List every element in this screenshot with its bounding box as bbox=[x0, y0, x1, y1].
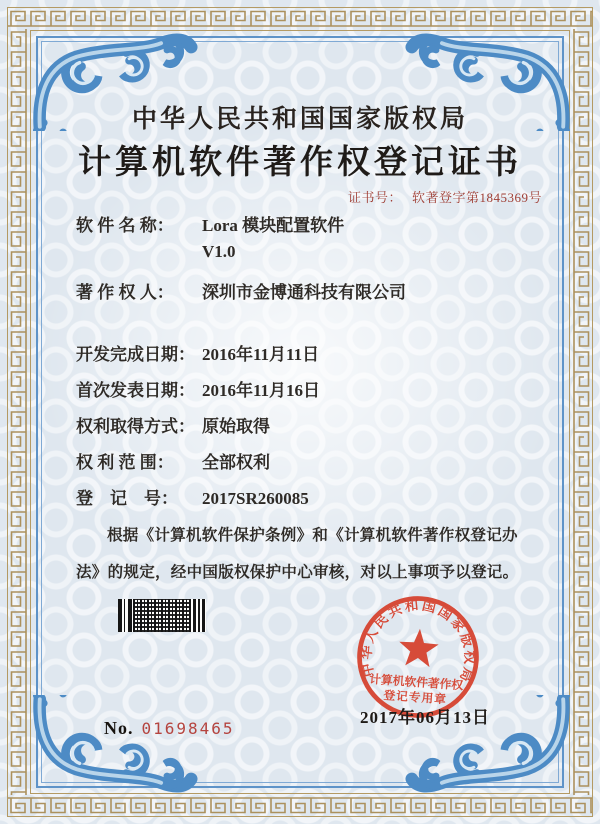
field-label: 权利取得方式： bbox=[76, 417, 195, 436]
field-value: 2017SR260085 bbox=[202, 489, 309, 508]
field-value: 全部权利 bbox=[202, 453, 270, 472]
seal-ring-text: 中华人民共和国国家版权局 bbox=[358, 597, 478, 686]
fields-block bbox=[76, 213, 538, 522]
field-label: 软 件 名 称： bbox=[76, 216, 174, 235]
software-name-line1: Lora 模块配置软件 bbox=[202, 216, 345, 235]
field-label: 登 记 号： bbox=[76, 489, 178, 508]
field-dev-complete-date bbox=[76, 342, 538, 368]
barcode-right-bars bbox=[189, 599, 206, 632]
field-value bbox=[202, 213, 538, 265]
field-first-publish-date bbox=[76, 378, 538, 404]
field-rights-scope bbox=[76, 450, 538, 476]
field-label: 首次发表日期： bbox=[76, 381, 195, 400]
field-software-name bbox=[76, 213, 538, 265]
field-value: 原始取得 bbox=[202, 417, 270, 436]
registration-statement: 根据《计算机软件保护条例》和《计算机软件著作权登记办法》的规定，经中国版权保护中心审核，对以上事项予以登记。 bbox=[76, 527, 519, 581]
field-rights-acquisition bbox=[76, 414, 538, 440]
field-copyright-owner bbox=[76, 280, 538, 306]
barcode bbox=[118, 599, 206, 632]
field-value: 2016年11月16日 bbox=[202, 381, 321, 400]
field-label: 著 作 权 人： bbox=[76, 283, 174, 302]
serial-number: 01698465 bbox=[141, 719, 235, 738]
certificate-title: 计算机软件著作权登记证书 bbox=[78, 145, 522, 181]
field-value: 深圳市金博通科技有限公司 bbox=[202, 283, 406, 302]
field-registration-number bbox=[76, 486, 538, 512]
certificate-number-value: 软著登字第1845369号 bbox=[412, 190, 543, 205]
seal-text-line1: 计算机软件著作权 bbox=[368, 672, 464, 693]
field-label: 权 利 范 围： bbox=[76, 453, 174, 472]
seal-text-line2: 登记专用章 bbox=[383, 689, 448, 707]
border-meander-bottom bbox=[8, 795, 592, 816]
field-value: 2016年11月11日 bbox=[202, 345, 320, 364]
corner-ornament-bottom-left bbox=[33, 695, 198, 793]
serial-number-row bbox=[104, 718, 235, 739]
seal-star-icon bbox=[398, 627, 440, 667]
software-version-line2: V1.0 bbox=[202, 242, 236, 261]
seal-date: 2017年06月13日 bbox=[360, 708, 490, 727]
certificate-number-label: 证书号： bbox=[348, 190, 403, 205]
field-label: 开发完成日期： bbox=[76, 345, 195, 364]
border-meander-top bbox=[8, 8, 592, 29]
barcode-left-bars bbox=[118, 599, 133, 632]
certificate-number bbox=[348, 187, 542, 206]
barcode-matrix bbox=[133, 599, 189, 632]
authority-title: 中华人民共和国国家版权局 bbox=[131, 106, 468, 133]
serial-prefix: No. bbox=[104, 718, 134, 738]
